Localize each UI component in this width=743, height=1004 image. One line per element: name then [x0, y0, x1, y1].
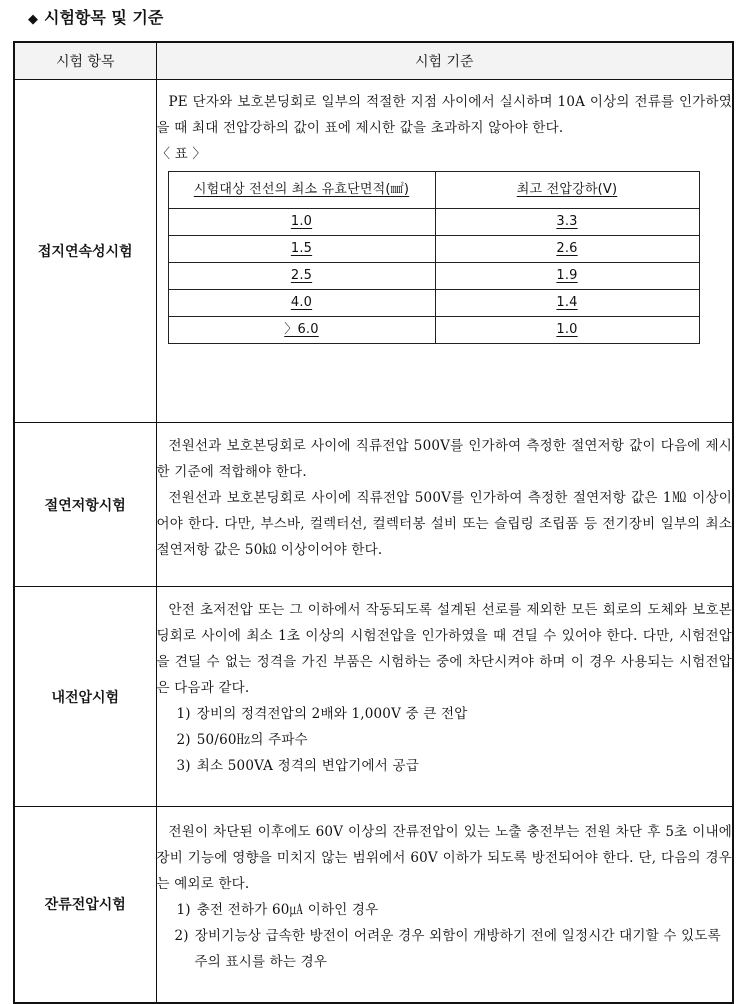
area-cell: 1.0 — [168, 209, 435, 236]
test-criteria-table — [13, 41, 734, 1004]
area-cell: 〉6.0 — [168, 317, 435, 344]
inner-table-row — [168, 236, 699, 263]
table-row — [14, 807, 733, 1003]
list-item: 1) 충전 전하가 60㎂ 이하인 경우 — [176, 902, 379, 918]
inner-table-row — [168, 209, 699, 236]
voltage-drop-cell: 1.4 — [435, 290, 699, 317]
voltage-drop-table — [168, 171, 700, 344]
area-cell: 1.5 — [168, 236, 435, 263]
row-label-insulation-resistance: 절연저항시험 — [14, 423, 156, 587]
area-cell: 2.5 — [168, 263, 435, 290]
criteria-paragraph: 전원선과 보호본딩회로 사이에 직류전압 500V를 인가하여 측정한 절연저항 값은 1㏁ 이상이어야 한다. 다만, 부스바, 컬렉터선, 컬렉터봉 설비 또는 슬립링 조립품 등 전기장비 일부의 최소 절연저항 값은 50㏀ 이상이어야 한다. — [156, 490, 732, 558]
area-cell: 4.0 — [168, 290, 435, 317]
criteria-paragraph: 안전 초저전압 또는 그 이하에서 작동되도록 설계된 선로를 제외한 모든 회로의 도체와 보호본딩회로 사이에 최소 1초 이상의 시험전압을 인가하였을 때 견딜 수 있어야 한다. 다만, 시험전압을 견딜 수 없는 정격을 가진 부품은 시험하는 중에 차단시켜야 하며 이 경우 사용되는 시험전압은 다음과 같다. — [156, 602, 732, 696]
inner-table-row — [168, 290, 699, 317]
voltage-drop-cell: 1.0 — [435, 317, 699, 344]
header-test-criteria: 시험 기준 — [156, 42, 733, 80]
row-label-ground-continuity: 접지연속성시험 — [14, 80, 156, 423]
list-item: 1) 장비의 정격전압의 2배와 1,000V 중 큰 전압 — [176, 706, 468, 722]
header-test-item: 시험 항목 — [14, 42, 156, 80]
inner-table-row — [168, 263, 699, 290]
voltage-drop-cell: 1.9 — [435, 263, 699, 290]
criteria-paragraph: 전원이 차단된 이후에도 60V 이상의 잔류전압이 있는 노출 충전부는 전원 차단 후 5초 이내에 장비 기능에 영향을 미치지 않는 범위에서 60V 이하가 되도록 방전되어야 한다. 단, 다음의 경우는 예외로 한다. — [156, 824, 732, 892]
section-heading — [28, 6, 163, 30]
row-content-ground-continuity — [156, 80, 733, 423]
inner-header-area: 시험대상 전선의 최소 유효단면적(㎟) — [168, 172, 435, 209]
table-row — [14, 80, 733, 423]
row-label-residual-voltage: 잔류전압시험 — [14, 807, 156, 1003]
inner-table-header — [168, 172, 699, 209]
list-item: 2) 장비기능상 급속한 방전이 어려운 경우 외함이 개방하기 전에 일정시간 대기할 수 있도록 주의 표시를 하는 경우 — [174, 928, 721, 970]
voltage-drop-cell: 2.6 — [435, 236, 699, 263]
inner-table-row — [168, 317, 699, 344]
inner-header-voltage-drop: 최고 전압강하(V) — [435, 172, 699, 209]
table-row — [14, 587, 733, 807]
section-title: 시험항목 및 기준 — [44, 8, 164, 27]
row-content-withstand-voltage — [156, 587, 733, 807]
criteria-paragraph: 전원선과 보호본딩회로 사이에 직류전압 500V를 인가하여 측정한 절연저항 값이 다음에 제시한 기준에 적합해야 한다. — [156, 438, 732, 480]
table-caption: 〈 표 〉 — [156, 146, 207, 162]
criteria-paragraph: PE 단자와 보호본딩회로 일부의 적절한 지점 사이에서 실시하며 10A 이상의 전류를 인가하였을 때 최대 전압강하의 값이 표에 제시한 값을 초과하지 않아야 한다. — [156, 94, 732, 136]
voltage-drop-cell: 3.3 — [435, 209, 699, 236]
diamond-icon: ◆ — [28, 12, 38, 27]
table-header-row — [14, 42, 733, 80]
list-item: 3) 최소 500VA 정격의 변압기에서 공급 — [176, 758, 419, 774]
row-label-withstand-voltage: 내전압시험 — [14, 587, 156, 807]
list-item: 2) 50/60㎐의 주파수 — [176, 732, 308, 748]
row-content-residual-voltage — [156, 807, 733, 1003]
table-row — [14, 423, 733, 587]
row-content-insulation-resistance — [156, 423, 733, 587]
